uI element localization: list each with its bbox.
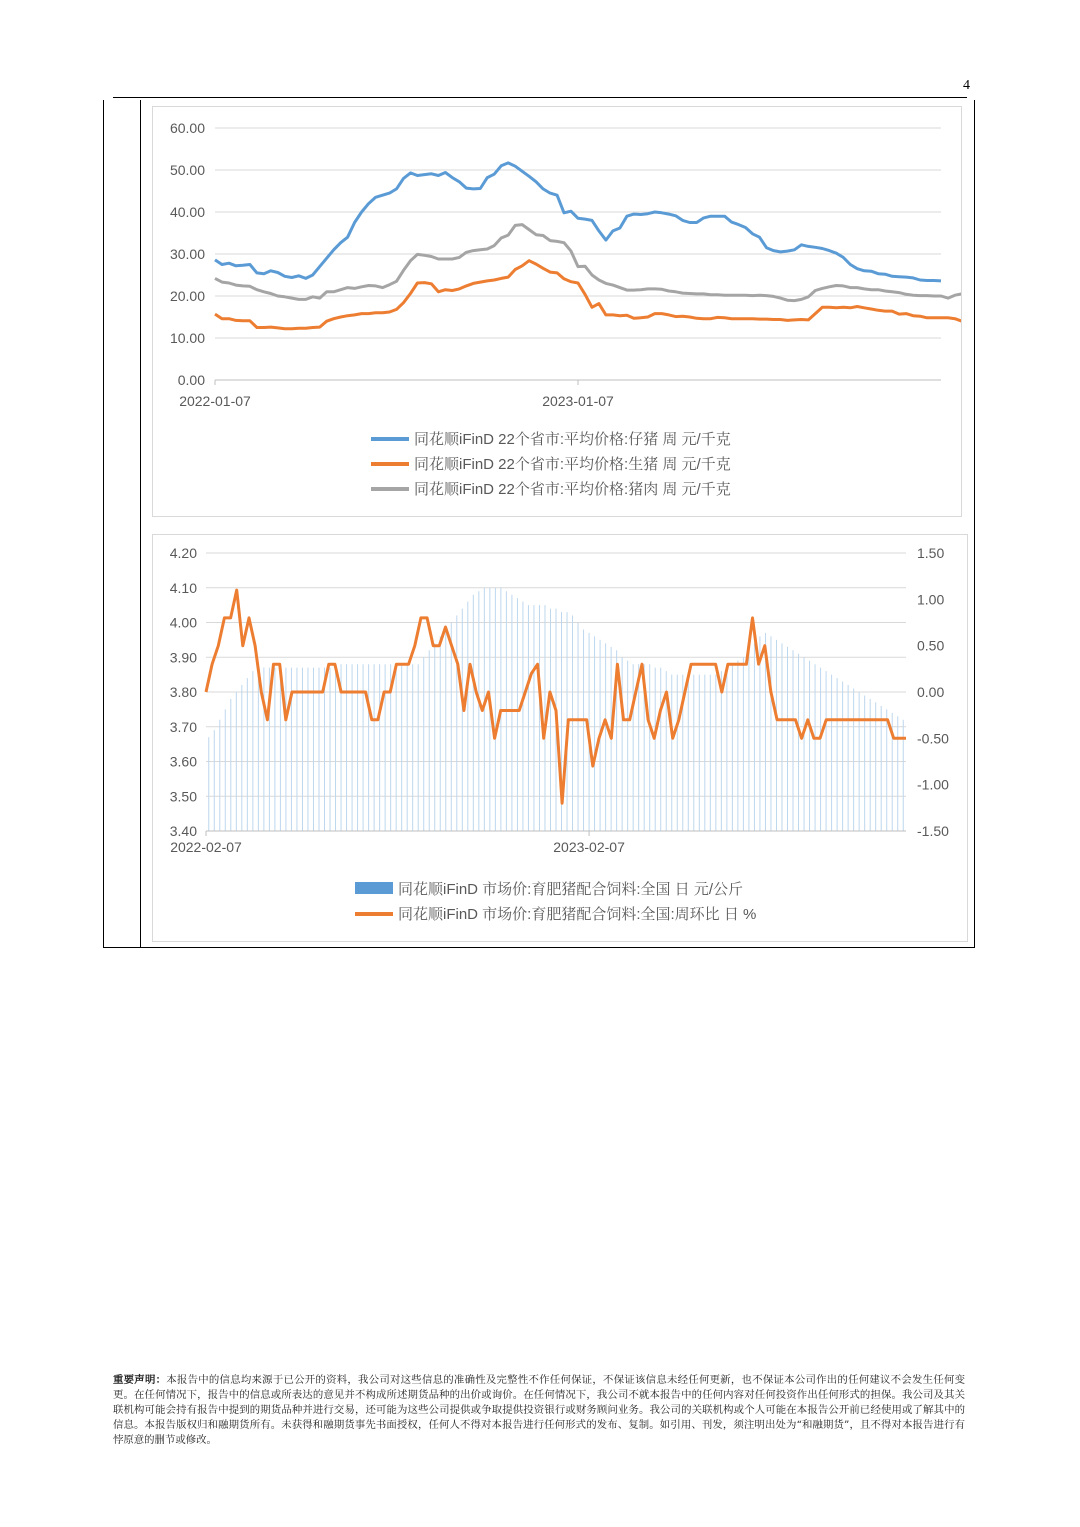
y-left-tick-label: 4.10: [169, 579, 197, 596]
y-right-tick-label: 1.00: [917, 591, 945, 608]
y-right-tick-label: -1.50: [917, 823, 949, 839]
y-left-tick-label: 3.40: [169, 823, 197, 839]
legend-label-bar: 同花顺iFinD 市场价:育肥猪配合饲料:全国 日 元/公斤: [398, 881, 744, 898]
frame-divider: [140, 100, 141, 948]
disclaimer-text: 本报告中的信息均来源于已公开的资料，我公司对这些信息的准确性及完整性不作任何保证，不保证该信息未经任何更新，也不保证本公司作出的任何建议不会发生任何变更。在任何情况下，报告中的信息或所表达的意见并不构成所述期货品种的出价或询价。在任何情况下，我公司不就本报告中的任何内容对任何投资作出任何形式的担保。我公司及其关联机构可能会持有报告中提到的期货品种并进行交易，还可能为这些公司提供或争取提供投资银行或财务顾问业务。我公司的关联机构或个人可能在本报告公开前已经使用或了解其中的信息。本报告版权归和融期货所有。未获得和融期货事先书面授权，任何人不得对本报告进行任何形式的发布、复制。如引用、刊发，须注明出处为“和融期货”，且不得对本报告进行有悖原意的删节或修改。: [113, 1374, 966, 1446]
legend-label-2: 同花顺iFinD 22个省市:平均价格:生猪 周 元/千克: [414, 456, 731, 473]
y-left-tick-label: 4.20: [169, 545, 197, 561]
page-number: 4: [963, 78, 970, 93]
y-left-tick-label: 3.60: [169, 753, 197, 770]
y-tick-label: 40.00: [169, 204, 205, 220]
legend-label-3: 同花顺iFinD 22个省市:平均价格:猪肉 周 元/千克: [414, 481, 731, 498]
feed-bar-line-chart-svg: [153, 535, 967, 941]
disclaimer-heading: 重要声明：: [113, 1374, 167, 1386]
feed-price-chart: [152, 534, 968, 942]
x-tick-label: 2022-02-07: [170, 839, 242, 855]
legend-label-1: 同花顺iFinD 22个省市:平均价格:仔猪 周 元/千克: [414, 431, 731, 448]
x-tick-label: 2023-02-07: [553, 839, 625, 855]
legend-label-line: 同花顺iFinD 市场价:育肥猪配合饲料:全国:周环比 日 %: [398, 906, 757, 923]
y-right-tick-label: 1.50: [917, 545, 945, 561]
y-left-tick-label: 3.90: [169, 649, 197, 666]
y-right-tick-label: -1.00: [917, 776, 949, 793]
y-right-tick-label: -0.50: [917, 730, 949, 747]
y-tick-label: 50.00: [169, 162, 205, 178]
y-left-tick-label: 4.00: [169, 614, 197, 631]
disclaimer: [113, 1373, 965, 1448]
y-left-tick-label: 3.50: [169, 788, 197, 805]
legend-swatch-bar: [355, 882, 393, 894]
price-line-chart-svg: [153, 107, 961, 516]
y-tick-label: 0.00: [177, 372, 205, 388]
y-left-tick-label: 3.70: [169, 718, 197, 735]
y-right-tick-label: 0.50: [917, 637, 945, 654]
y-tick-label: 10.00: [169, 330, 205, 346]
header-rule: [113, 97, 967, 98]
piglet-hog-pork-price-chart: [152, 106, 962, 517]
y-right-tick-label: 0.00: [917, 684, 945, 700]
y-tick-label: 30.00: [169, 246, 205, 262]
x-tick-label: 2023-01-07: [542, 393, 614, 409]
x-tick-label: 2022-01-07: [179, 393, 251, 409]
y-tick-label: 20.00: [169, 288, 205, 304]
y-tick-label: 60.00: [169, 120, 205, 136]
y-left-tick-label: 3.80: [169, 684, 197, 700]
